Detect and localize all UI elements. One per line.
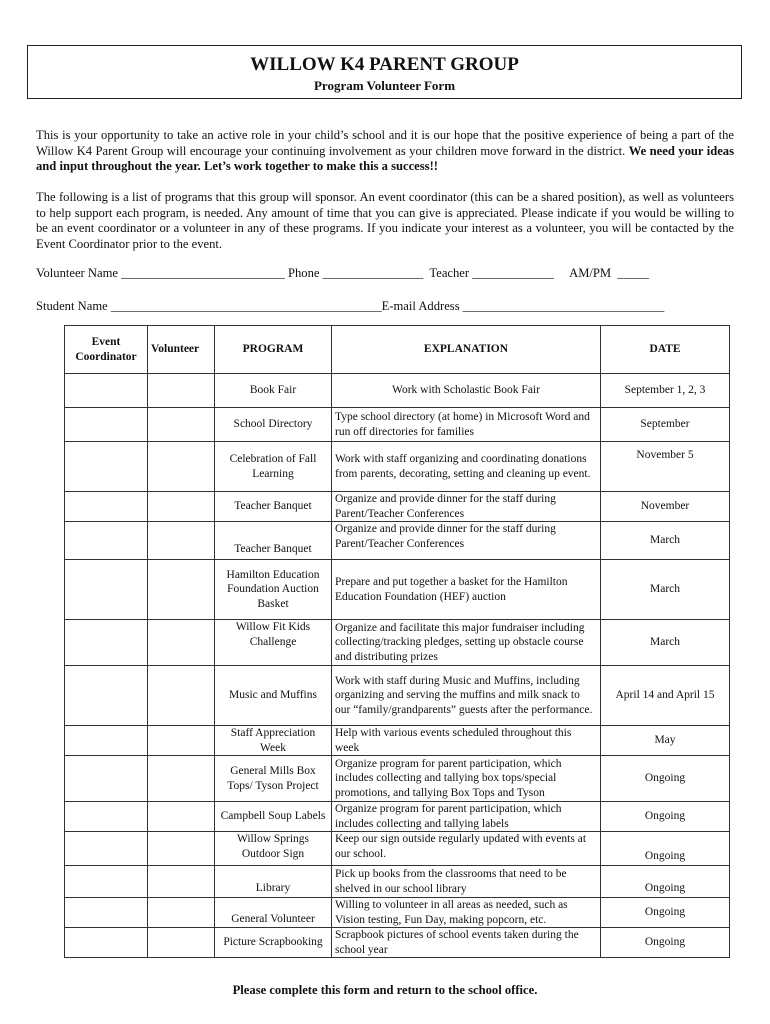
table-row [65, 560, 730, 620]
header-program: PROGRAM [215, 326, 332, 374]
program-name: Willow Springs Outdoor Sign [215, 832, 332, 866]
header-volunteer: Volunteer [148, 326, 215, 374]
program-date: September [601, 408, 730, 442]
program-name: Music and Muffins [215, 666, 332, 726]
program-name: General Volunteer [215, 898, 332, 928]
header-explanation: EXPLANATION [332, 326, 601, 374]
volunteer-cell[interactable] [148, 928, 215, 958]
program-explanation: Work with staff during Music and Muffins, including organizing and serving the muffins and milk snack to our “family/grandparents” guests after the performance. [332, 666, 601, 726]
program-date: Ongoing [601, 866, 730, 898]
table-row [65, 408, 730, 442]
table-row [65, 492, 730, 522]
intro-paragraph-2: The following is a list of programs that this group will sponsor. An event coordinator (this can be a shared position), as well as volunteers to help support each program, is needed. Any amount of time that you can give is appreciated. Please indicate if you would be willing to be an event coordinator or a volunteer in any of these programs. If you indicate your interest as a volunteer, you will be contacted by the Event Coordinator prior to the event. [36, 190, 734, 251]
table-row [65, 802, 730, 832]
volunteer-cell[interactable] [148, 560, 215, 620]
intro-emphasis: We need your ideas and input throughout the year. Let’s work together to make this a success!! [36, 143, 735, 173]
volunteer-cell[interactable] [148, 442, 215, 492]
coordinator-cell[interactable] [65, 726, 148, 756]
program-explanation: Organize and facilitate this major fundraiser including collecting/tracking pledges, setting up obstacle course and distributing prizes [332, 620, 601, 666]
program-explanation: Work with Scholastic Book Fair [332, 374, 601, 408]
table-row [65, 522, 730, 560]
program-explanation: Organize and provide dinner for the staff during Parent/Teacher Conferences [332, 492, 601, 522]
program-name: Picture Scrapbooking [215, 928, 332, 958]
volunteer-cell[interactable] [148, 756, 215, 802]
volunteer-cell[interactable] [148, 408, 215, 442]
program-date: November 5 [601, 442, 730, 492]
program-date: Ongoing [601, 756, 730, 802]
volunteer-cell[interactable] [148, 374, 215, 408]
volunteer-cell[interactable] [148, 522, 215, 560]
coordinator-cell[interactable] [65, 620, 148, 666]
program-name: Celebration of Fall Learning [215, 442, 332, 492]
coordinator-cell[interactable] [65, 756, 148, 802]
coordinator-cell[interactable] [65, 442, 148, 492]
program-explanation: Prepare and put together a basket for the Hamilton Education Foundation (HEF) auction [332, 560, 601, 620]
volunteer-cell[interactable] [148, 802, 215, 832]
program-date: November [601, 492, 730, 522]
table-row [65, 756, 730, 802]
program-date: May [601, 726, 730, 756]
coordinator-cell[interactable] [65, 898, 148, 928]
program-explanation: Willing to volunteer in all areas as needed, such as Vision testing, Fun Day, making popcorn, etc. [332, 898, 601, 928]
program-date: Ongoing [601, 802, 730, 832]
program-date: Ongoing [601, 928, 730, 958]
coordinator-cell[interactable] [65, 522, 148, 560]
volunteer-cell[interactable] [148, 898, 215, 928]
program-explanation: Organize program for parent participation, which includes collecting and tallying box tops/special promotions, and tallying Box Tops and Tyson [332, 756, 601, 802]
intro-text: This is your opportunity to take an active role in your child’s school and it is our hope that the positive experience of being a part of the Willow K4 Parent Group will encourage your continuing involvement as your children move forward in the district. [36, 128, 734, 158]
table-row [65, 866, 730, 898]
table-row [65, 666, 730, 726]
header-event-coordinator: Event Coordinator [65, 326, 148, 374]
program-date: Ongoing [601, 898, 730, 928]
table-row [65, 374, 730, 408]
program-explanation: Help with various events scheduled throughout this week [332, 726, 601, 756]
page-subtitle: Program Volunteer Form [313, 78, 456, 93]
program-name: General Mills Box Tops/ Tyson Project [215, 756, 332, 802]
header-box [27, 45, 742, 99]
program-name: Teacher Banquet [215, 522, 332, 560]
table-row [65, 832, 730, 866]
coordinator-cell[interactable] [65, 492, 148, 522]
table-row [65, 928, 730, 958]
table-row [65, 898, 730, 928]
intro-paragraph-1 [36, 128, 734, 175]
coordinator-cell[interactable] [65, 802, 148, 832]
program-name: School Directory [215, 408, 332, 442]
table-row [65, 620, 730, 666]
coordinator-cell[interactable] [65, 866, 148, 898]
program-name: Book Fair [215, 374, 332, 408]
footer-instruction: Please complete this form and return to the school office. [232, 983, 538, 997]
volunteer-cell[interactable] [148, 492, 215, 522]
program-name: Hamilton Education Foundation Auction Basket [215, 560, 332, 620]
volunteer-cell[interactable] [148, 832, 215, 866]
table-row [65, 726, 730, 756]
program-date: Ongoing [601, 832, 730, 866]
program-explanation: Work with staff organizing and coordinating donations from parents, decorating, setting and cleaning up event. [332, 442, 601, 492]
volunteer-cell[interactable] [148, 866, 215, 898]
program-explanation: Scrapbook pictures of school events taken during the school year [332, 928, 601, 958]
page-title: WILLOW K4 PARENT GROUP [250, 54, 519, 75]
coordinator-cell[interactable] [65, 928, 148, 958]
program-name: Willow Fit Kids Challenge [215, 620, 332, 666]
program-explanation: Organize program for parent participation, which includes collecting and tallying labels [332, 802, 601, 832]
program-explanation: Pick up books from the classrooms that need to be shelved in our school library [332, 866, 601, 898]
volunteer-cell[interactable] [148, 666, 215, 726]
program-explanation: Keep our sign outside regularly updated with events at our school. [332, 832, 601, 866]
program-explanation: Type school directory (at home) in Microsoft Word and run off directories for families [332, 408, 601, 442]
program-date: April 14 and April 15 [601, 666, 730, 726]
volunteer-info-line[interactable]: Volunteer Name __________________________ Phone ________________ Teacher _____________ AM/PM _____ [36, 266, 649, 280]
program-date: March [601, 620, 730, 666]
program-name: Library [215, 866, 332, 898]
program-name: Teacher Banquet [215, 492, 332, 522]
header-date: DATE [601, 326, 730, 374]
coordinator-cell[interactable] [65, 666, 148, 726]
coordinator-cell[interactable] [65, 374, 148, 408]
program-date: March [601, 560, 730, 620]
volunteer-cell[interactable] [148, 620, 215, 666]
student-info-line[interactable]: Student Name ___________________________________________E-mail Address ________________________________ [36, 299, 665, 313]
program-name: Campbell Soup Labels [215, 802, 332, 832]
coordinator-cell[interactable] [65, 560, 148, 620]
table-row [65, 442, 730, 492]
program-date: September 1, 2, 3 [601, 374, 730, 408]
coordinator-cell[interactable] [65, 408, 148, 442]
volunteer-cell[interactable] [148, 726, 215, 756]
program-table [64, 325, 730, 958]
program-date: March [601, 522, 730, 560]
program-explanation: Organize and provide dinner for the staff during Parent/Teacher Conferences [332, 522, 601, 560]
program-name: Staff Appreciation Week [215, 726, 332, 756]
coordinator-cell[interactable] [65, 832, 148, 866]
